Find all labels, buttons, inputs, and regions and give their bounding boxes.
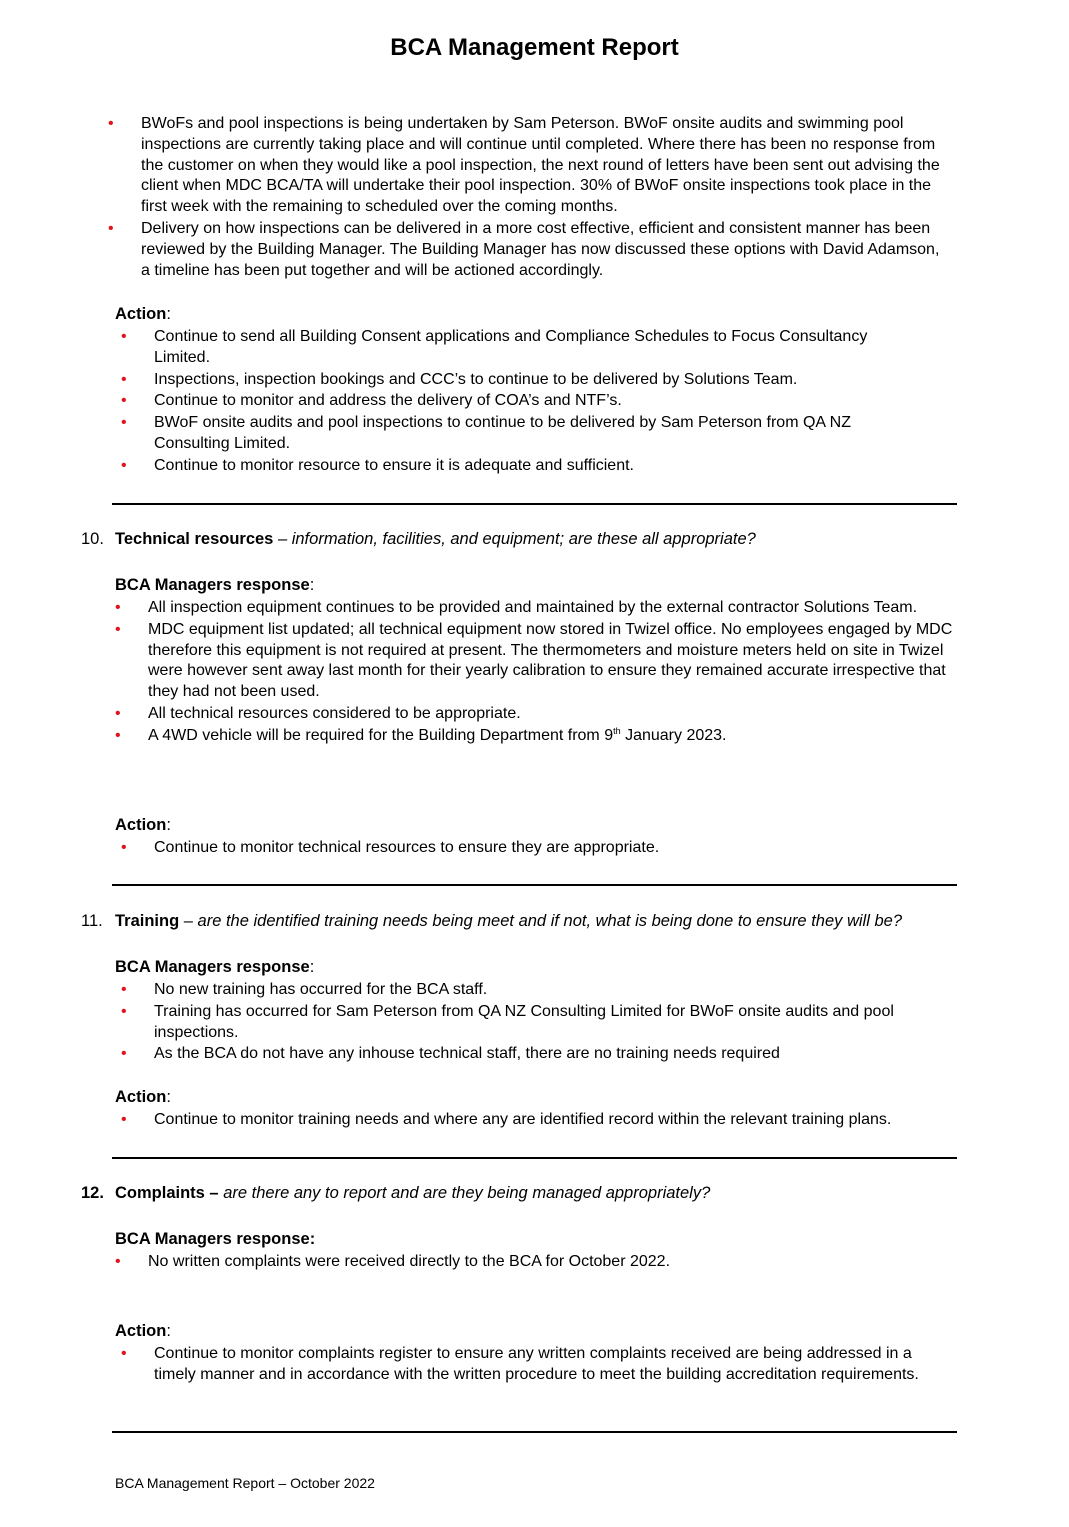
bullet-icon: • [121,1111,127,1128]
list-item-text: Continue to monitor complaints register to ensure any written complaints received are being addressed in a timely manner and in accordance with the written procedure to meet the building accreditation requirements. [154,1345,919,1383]
action-label: Action [115,816,167,834]
section-divider [112,1157,957,1159]
section-dash: – [179,912,198,930]
list-item [121,838,941,859]
section-number: 11. [81,912,103,930]
section-title: Complaints [115,1184,205,1202]
list-item-text: No new training has occurred for the BCA staff. [154,981,488,998]
s12-response-list [115,1252,945,1274]
list-item-text: Continue to monitor and address the delivery of COA’s and NTF’s. [154,392,622,410]
response-heading [115,958,314,977]
bullet-icon: • [121,1345,127,1362]
action-heading [115,305,171,324]
action-label: Action [115,1088,167,1106]
list-item [121,370,901,391]
list-item [108,114,948,218]
ordinal-suffix: th [613,725,621,736]
action-label: Action [115,305,167,323]
list-item-text: BWoF onsite audits and pool inspections to continue to be delivered by Sam Peterson from QA NZ Consulting Limited. [154,414,851,452]
label-colon: : [166,1322,171,1340]
vehicle-text-end: January 2023. [620,726,727,744]
bullet-icon: • [121,1002,127,1020]
label-colon: : [166,816,171,834]
list-item-text: Training has occurred for Sam Peterson from QA NZ Consulting Limited for BWoF onsite audits and pool inspections. [154,1002,894,1041]
list-item [115,598,955,619]
label-colon: : [166,305,171,323]
s11-response-list [121,980,941,1066]
bullet-icon: • [121,456,127,474]
bullet-icon: • [121,981,127,998]
section-11-heading [81,912,902,931]
intro-bullet-list [108,114,948,282]
bullet-icon: • [115,599,121,616]
bullet-icon: • [121,1045,127,1063]
list-item-text: BWoFs and pool inspections is being undertaken by Sam Peterson. BWoF onsite audits and swimming pool inspections are currently taking place and will continue until completed. Where there has been no response from the customer on when they would like a pool inspection, the next round of letters have been sent out advising the client when MDC BCA/TA will undertake their pool inspection. 30% of BWoF onsite inspections took place in the first week with the remaining to scheduled over the coming months. [141,115,940,216]
list-item [121,1002,941,1044]
section-question: information, facilities, and equipment; are these all appropriate? [291,530,756,548]
list-item-text: Inspections, inspection bookings and CCC’s to continue to be delivered by Solutions Team. [154,370,798,388]
list-item [115,704,955,725]
list-item-text: Continue to monitor resource to ensure it is adequate and sufficient. [154,456,634,474]
bullet-icon: • [115,704,121,722]
bullet-icon: • [121,392,127,410]
section-divider [112,503,957,505]
list-item [121,327,901,369]
list-item-text: Delivery on how inspections can be delivered in a more cost effective, efficient and consistent manner has been reviewed by the Building Manager. The Building Manager has now discussed these options with David Adamson, a timeline has been put together and will be actioned accordingly. [141,219,940,279]
page-title: BCA Management Report [390,34,679,61]
action-heading [115,1322,171,1341]
vehicle-text: A 4WD vehicle will be required for the Building Department from 9 [148,726,614,744]
bullet-icon: • [121,370,127,388]
list-item [121,391,901,412]
section-divider [112,884,957,886]
section-title: Training [115,912,180,930]
page-footer: BCA Management Report – October 2022 [115,1475,375,1491]
bullet-icon: • [121,414,127,432]
response-heading [115,576,314,595]
section-divider [112,1431,957,1433]
action-heading [115,1088,171,1107]
bullet-icon: • [121,839,127,856]
list-item [108,219,948,281]
list-item [121,1110,951,1131]
s10-action-list [121,838,941,860]
list-item-text: MDC equipment list updated; all technical equipment now stored in Twizel office. No employees engaged by MDC therefore this equipment is not required at present. The thermometers and moisture meters held on site in Twizel were however sent away last month for their yearly calibration to ensure they remained accurate irrespective that they had not been used. [148,620,953,701]
response-label: BCA Managers response: [115,1230,316,1248]
list-item [121,980,941,1001]
section-question: are there any to report and are they being managed appropriately? [223,1184,711,1202]
intro-action-list [121,327,901,478]
bullet-icon: • [108,115,114,132]
list-item-text: No written complaints were received directly to the BCA for October 2022. [148,1253,671,1270]
s12-action-list [121,1344,951,1387]
list-item [121,456,901,477]
bullet-icon: • [115,726,121,744]
label-colon: : [309,576,315,594]
section-12-heading [81,1184,710,1203]
label-colon: : [166,1088,171,1106]
list-item-text: As the BCA do not have any inhouse technical staff, there are no training needs required [154,1045,780,1063]
list-item [115,726,955,747]
section-title: Technical resources [115,530,274,548]
bullet-icon: • [115,620,121,638]
section-dash: – [273,530,292,548]
response-heading [115,1230,315,1249]
list-item-text: Continue to monitor training needs and where any are identified record within the relevant training plans. [154,1111,892,1128]
s10-response-list [115,598,955,748]
bullet-icon: • [108,219,114,237]
action-heading [115,816,171,835]
list-item [115,620,955,703]
list-item-text: Continue to monitor technical resources to ensure they are appropriate. [154,839,660,856]
response-label: BCA Managers response [115,576,310,594]
list-item [121,1044,941,1065]
list-item-text: All technical resources considered to be appropriate. [148,704,521,722]
s11-action-list [121,1110,951,1132]
list-item [121,413,901,455]
list-item [115,1252,945,1273]
section-number: 12. [81,1184,104,1202]
section-question: are the identified training needs being meet and if not, what is being done to ensure they will be? [197,912,902,930]
section-number: 10. [81,530,104,548]
bullet-icon: • [115,1253,121,1270]
bullet-icon: • [121,328,127,345]
list-item [121,1344,951,1386]
section-dash: – [204,1184,224,1202]
list-item-text: All inspection equipment continues to be provided and maintained by the external contractor Solutions Team. [148,599,918,616]
list-item-text [148,727,726,744]
list-item-text: Continue to send all Building Consent applications and Compliance Schedules to Focus Consultancy Limited. [154,328,868,366]
section-10-heading [81,530,756,549]
label-colon: : [309,958,315,976]
response-label: BCA Managers response [115,958,310,976]
action-label: Action [115,1322,167,1340]
